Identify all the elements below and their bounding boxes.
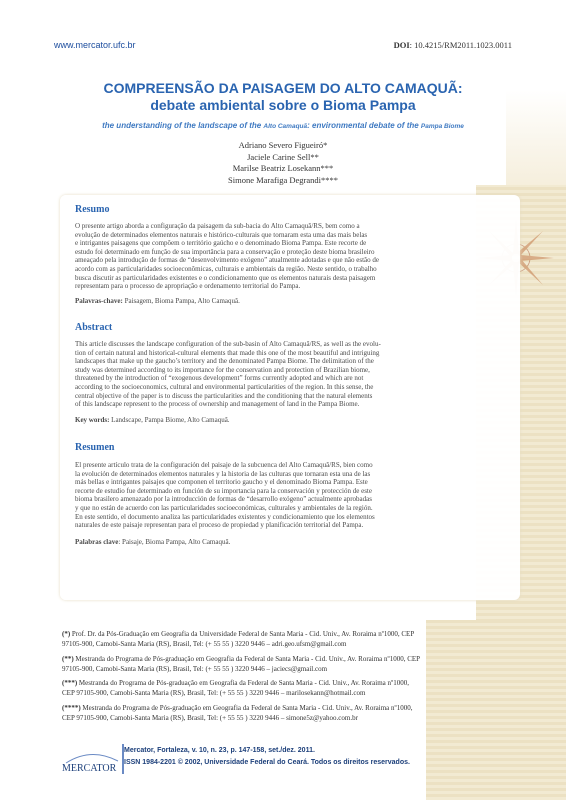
article-title: COMPREENSÃO DA PAISAGEM DO ALTO CAMAQUÃ:	[103, 80, 463, 96]
doi-value: : 10.4215/RM2011.1023.0011	[409, 40, 512, 50]
footnote: (****) Mestranda do Programa de Pós-graduação em Geografia da Federal de Santa Maria - Cid. Univ., Av. Roraima nº1000, CEP 97105-900, Camobi-Santa Maria (RS), Brasil, Tel: (+ 55 55 ) 3220 9446 – simone5z@yahoo.com.br	[62, 704, 413, 722]
article-subtitle-english: the understanding of the landscape of the Alto Camaquã: environmental debate of the Pampa Biome	[102, 121, 464, 130]
doi	[394, 40, 512, 50]
footnote: (**) Mestranda do Programa de Pós-graduação em Geografia da Federal de Santa Maria - Cid. Univ., Av. Roraima nº1000, CEP 97105-900, Camobi-Santa Maria (RS), Brasil, Tel: (+ 55 55 ) 3220 9446 – jaciecs@gmail.com	[62, 655, 421, 673]
journal-citation: Mercator, Fortaleza, v. 10, n. 23, p. 147-158, set./dez. 2011.	[124, 747, 315, 754]
article-title-line2: debate ambiental sobre o Bioma Pampa	[150, 97, 416, 113]
resumo-text: O presente artigo aborda a configuração da paisagem da sub-bacia do Alto Camaquã/RS, bem como a evolução de determinados elementos naturais e histórico-culturais que tornaram esta uma das mais belas e intrigantes paisagens que compõem o território gaúcho e o denominado Bioma Pampa. Este recorte de estudo foi determinado em função de sua importância para a conservação e proteção deste bioma brasileiro ameaçado pela introdução de formas de “desenvolvimento exógeno” atualmente adotadas e que não estão de acordo com as particularidades socioeconômicas, culturais e ambientais da região. Neste sentido, o trabalho busca discutir as particularidades existentes e o condicionamento que os elementos naturais desta paisagem representam para o processo de apropriação e ordenamento territorial do Pampa.	[75, 222, 379, 291]
resumen-keywords: Palabras clave: Paisaje, Bioma Pampa, Alto Camaquã.	[75, 538, 231, 546]
abstract-keywords: Key words: Landscape, Pampa Biome, Alto Camaquã.	[75, 416, 230, 424]
resumo-keywords: Palavras-chave: Paisagem, Bioma Pampa, Alto Camaquã.	[75, 297, 240, 305]
abstract-heading: Abstract	[75, 322, 113, 333]
author-name: Jaciele Carine Sell**	[247, 151, 319, 162]
journal-url-link[interactable]: www.mercator.ufc.br	[54, 40, 136, 50]
author-name: Simone Marafiga Degrandi****	[228, 174, 338, 185]
author-name: Marilse Beatriz Losekann***	[232, 163, 334, 173]
abstract-text: This article discusses the landscape configuration of the sub-basin of Alto Camaquã/RS, as well as the evolu- tion of certain natural and historical-cultural elements that made this one of the most beautiful and intriguing landscapes that make up the gaucho’s territory and the denominated Pampa Biome. The delimitation of the study was determined according to its importance for the conservation and protection of Brazilian biome, threatened by the introduction of “exogenous development” forms currently adopted and which are not according to the socioeconomics, cultural and environmental particularities of the region. In this sense, the central objective of the paper is to discuss the particularities and the conditioning that the natural elements of this landscape represent to the process of ownership and management of land in the Pampa Biome.	[75, 340, 381, 409]
author-name: Adriano Severo Figueiró*	[238, 140, 328, 150]
issn-copyright: ISSN 1984-2201 © 2002, Universidade Federal do Ceará. Todos os direitos reservados.	[124, 759, 410, 766]
resumen-text: El presente artículo trata de la configuración del paisaje de la subcuenca del Alto Camaquã/RS, bien como la evolución de determinados elementos naturales y la historia de las culturas que tornaran esta una de las más bellas e intrigantes paisajes que componen el territorio gaucho y el denominado Bioma Pampa. Este recorte de estudio fue determinado en función de su importancia para la conservación y protección de este bioma brasilero amenazado por la introducción de formas de “desarrollo exógeno” actualmente aprobadas y que no están de acuerdo con las particularidades socioeconómicas, culturales y ambientales de la región. En este sentido, el documento analiza las particularidades existentes y condicionamiento que los elementos naturales de este paisaje representan para el proceso de propiedad y planificación territorial del Pampa.	[75, 461, 375, 530]
doi-label: DOI	[393, 40, 410, 50]
mercator-logo	[60, 745, 122, 775]
footnote: (***) Mestranda do Programa de Pós-graduação em Geografia da Federal de Santa Maria - Cid. Univ., Av. Roraima nº1000, CEP 97105-900, Camobi-Santa Maria (RS), Brasil, Tel: (+ 55 55 ) 3220 9446 – marilosekann@hotmail.com	[62, 679, 409, 697]
resumen-heading: Resumen	[75, 442, 115, 453]
resumo-heading: Resumo	[75, 204, 110, 215]
footnote: (*) Prof. Dr. da Pós-Graduação em Geografia da Universidade Federal de Santa Maria - Cid. Univ., Av. Roraima nº1000, CEP 97105-900, Camobi-Santa Maria (RS), Brasil, Tel: (+ 55 55 ) 3220 9446 – adri.geo.ufsm@gmail.com	[62, 630, 415, 648]
svg-text:MERCATOR: MERCATOR	[62, 763, 117, 774]
author-list	[0, 140, 566, 186]
